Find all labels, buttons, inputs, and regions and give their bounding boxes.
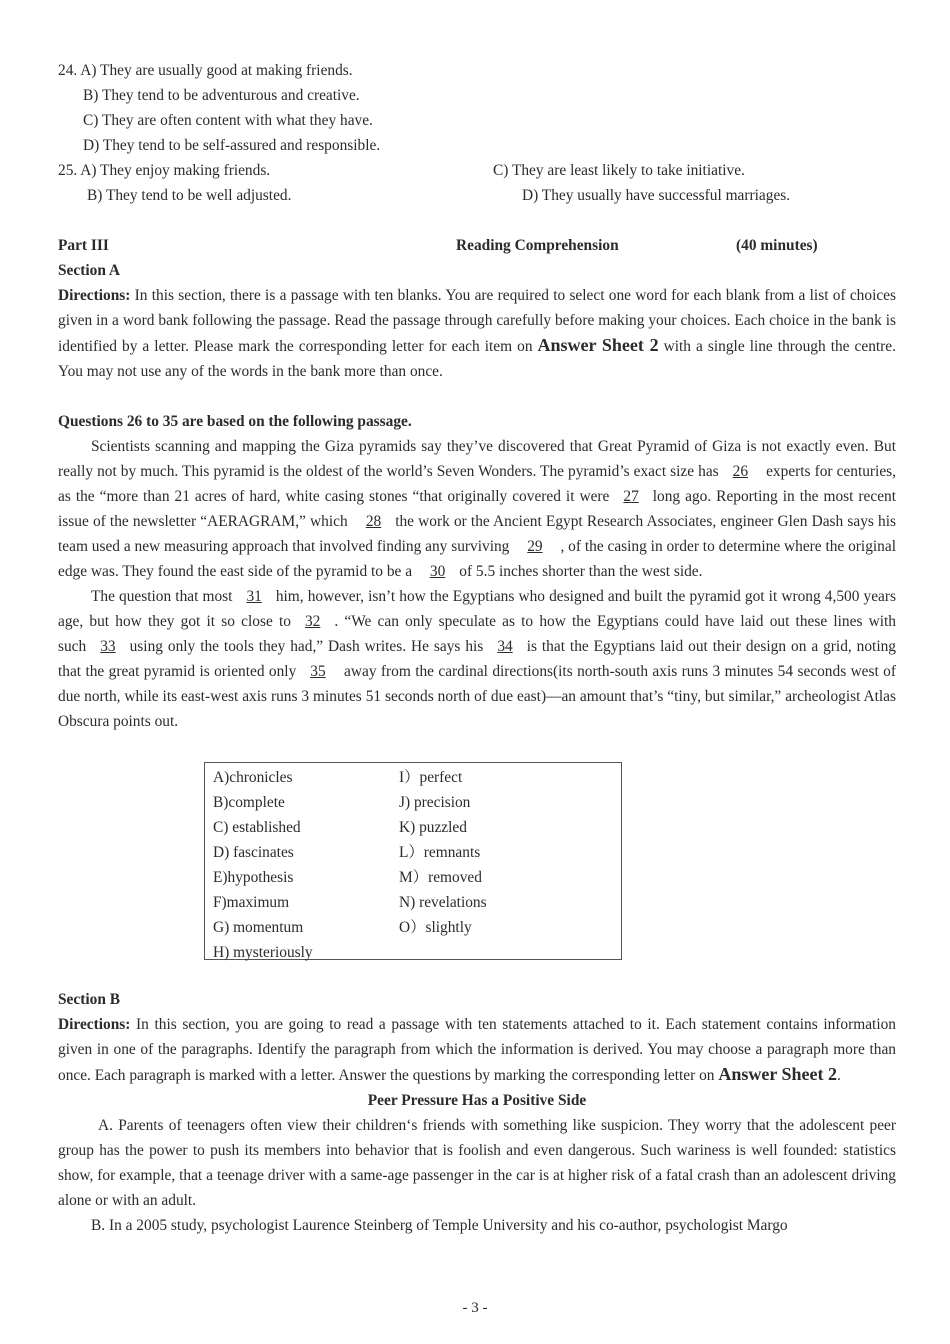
word-bank-item: K) puzzled: [399, 819, 467, 836]
word-bank-item: A)chronicles: [213, 769, 293, 786]
blank-26: 26: [732, 463, 749, 480]
word-bank: [204, 762, 622, 960]
passage-text: , of the casing in order to determine where the original edge was. They found the east side of the pyramid to be a: [58, 538, 896, 580]
q25-row-2: [58, 183, 896, 208]
passage-paragraph-2: [58, 584, 896, 734]
blank-30: 30: [429, 563, 446, 580]
part-header: [58, 233, 896, 258]
blank-31: 31: [246, 588, 262, 605]
directions-text: In this section, you are going to read a passage with ten statements attached to it. Each statement contains information given in one of the paragraphs. Identify the paragraph from which the information is derived. You may choose a paragraph more than once. Each paragraph is marked with a letter. Answer the questions by marking the corresponding letter on: [58, 1016, 896, 1084]
questions-heading: Questions 26 to 35 are based on the following passage.: [58, 413, 412, 430]
directions-text: In this section, there is a passage with ten blanks. You are required to select one word for each blank from a list of choices given in a word bank following the passage. Read the passage through carefully before making your choices. Each choice in the bank is identified by a letter. Please mark the corresponding letter for each item on: [58, 287, 896, 355]
answer-sheet-label: Answer Sheet 2: [537, 335, 659, 355]
part-label: Part III: [58, 237, 109, 254]
word-bank-item: E)hypothesis: [213, 869, 294, 886]
page-number: - 3 -: [462, 1300, 488, 1316]
section-b-directions: [58, 1012, 896, 1088]
passage-text: is that the Egyptians laid out their design on a grid, noting that the great pyramid is oriented only: [58, 638, 897, 680]
passage-text: experts for centuries, as the “more than 21 acres of hard, white casing stones “that originally covered it were: [58, 463, 896, 505]
q24-option-b: B) They tend to be adventurous and creative.: [83, 87, 360, 104]
word-bank-item: N) revelations: [399, 894, 487, 911]
word-bank-item: M）removed: [399, 869, 482, 886]
blank-32: 32: [304, 613, 321, 630]
passage-title: Peer Pressure Has a Positive Side: [367, 1092, 587, 1109]
q24-option-d: D) They tend to be self-assured and responsible.: [83, 137, 381, 154]
paragraph-a: A. Parents of teenagers often view their children‘s friends with something like suspicion. They worry that the adolescent peer group has the power to push its members into behavior that is foolish and even dangerous. Such wariness is well founded: statistics show, for example, that a teenage driver with a same-age passenger in the car is at higher risk of a fatal crash than an adolescent driving alone or with an adult.: [58, 1117, 896, 1209]
directions-label: Directions:: [58, 287, 131, 304]
passage-text: . “We can only speculate as to how the Egyptians could have laid out these lines with such: [58, 613, 897, 655]
word-bank-row: [213, 915, 621, 940]
blank-34: 34: [497, 638, 513, 655]
q24-option-a: 24. A) They are usually good at making friends.: [58, 62, 353, 79]
word-bank-item: G) momentum: [213, 919, 304, 936]
blank-27: 27: [623, 488, 639, 505]
word-bank-item: I）perfect: [399, 769, 463, 786]
word-bank-item: O）slightly: [399, 919, 472, 936]
q24-option-c: C) They are often content with what they have.: [83, 112, 373, 129]
directions-period: .: [837, 1067, 841, 1084]
word-bank-row: [213, 790, 621, 815]
word-bank-row: [213, 865, 621, 890]
passage-text: long ago. Reporting in the most recent issue of the newsletter “AERAGRAM,” which: [58, 488, 896, 530]
word-bank-row: [213, 815, 621, 840]
blank-28: 28: [365, 513, 382, 530]
word-bank-row: [213, 840, 621, 865]
passage-text: of 5.5 inches shorter than the west side.: [459, 563, 703, 580]
passage-text: using only the tools they had,” Dash writes. He says his: [129, 638, 484, 655]
part-title: Reading Comprehension: [456, 237, 619, 254]
word-bank-item: D) fascinates: [213, 844, 294, 861]
blank-35: 35: [310, 663, 326, 680]
directions-text-end: with a single line through the centre. You may not use any of the words in the bank more than once.: [58, 338, 896, 380]
word-bank-item: B)complete: [213, 794, 285, 811]
q25-option-c: C) They are least likely to take initiative.: [493, 162, 745, 179]
directions-label: Directions:: [58, 1016, 131, 1033]
word-bank-item: F)maximum: [213, 894, 290, 911]
q25-option-a: 25. A) They enjoy making friends.: [58, 162, 271, 179]
part-time: (40 minutes): [736, 237, 818, 254]
blank-33: 33: [100, 638, 116, 655]
passage-text: The question that most: [91, 588, 233, 605]
paragraph-b: B. In a 2005 study, psychologist Laurence Steinberg of Temple University and his co-author, psychologist Margo: [91, 1217, 788, 1234]
q25-option-d: D) They usually have successful marriages.: [522, 187, 791, 204]
passage-paragraph-1: [58, 434, 896, 584]
section-a-directions: [58, 283, 896, 384]
page-content: [58, 58, 896, 1238]
word-bank-row: [213, 940, 621, 965]
passage-text: away from the cardinal directions(its north-south axis runs 3 minutes 54 seconds west of due north, while its east-west axis runs 3 minutes 51 seconds north of due east)—an amount that’s “tiny, but similar,” archeologist Atlas Obscura points out.: [58, 663, 896, 730]
q25-row-1: [58, 158, 896, 183]
word-bank-item: C) established: [213, 819, 301, 836]
word-bank-row: [213, 765, 621, 790]
passage-text: the work or the Ancient Egypt Research Associates, engineer Glen Dash says his team used a new measuring approach that involved finding any surviving: [58, 513, 897, 555]
section-b-heading: Section B: [58, 991, 120, 1008]
passage-text: him, however, isn’t how the Egyptians who designed and built the pyramid got it wrong 4,500 years age, but how they got it so close to: [58, 588, 896, 630]
word-bank-item: L）remnants: [399, 844, 481, 861]
blank-29: 29: [527, 538, 543, 555]
q25-option-b: B) They tend to be well adjusted.: [87, 187, 292, 204]
word-bank-row: [213, 890, 621, 915]
passage-text: Scientists scanning and mapping the Giza pyramids say they’ve discovered that Great Pyramid of Giza is not exactly even. But really not by much. This pyramid is the oldest of the world’s Seven Wonders. The pyramid’s exact size has: [58, 438, 896, 480]
word-bank-item: J) precision: [399, 794, 471, 811]
section-a-heading: Section A: [58, 262, 120, 279]
word-bank-item: H) mysteriously: [213, 944, 313, 961]
answer-sheet-label: Answer Sheet 2: [718, 1064, 837, 1084]
